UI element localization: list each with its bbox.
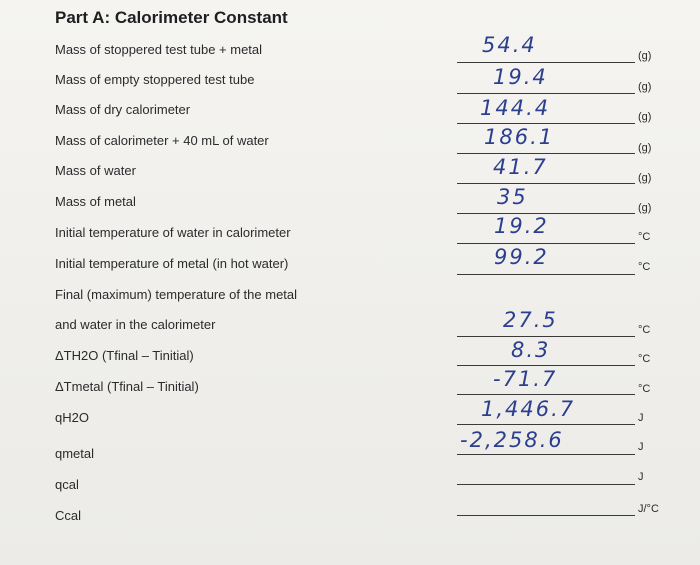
answer-line	[457, 365, 635, 366]
value-q-metal: -2,258.6	[460, 428, 564, 452]
answer-line	[457, 123, 635, 124]
unit-label: (g)	[638, 111, 652, 123]
value-mass-empty-tube: 19.4	[493, 65, 548, 89]
label-mass-calorimeter-water: Mass of calorimeter + 40 mL of water	[55, 133, 269, 148]
answer-line	[457, 394, 635, 395]
label-final-temp-line2: and water in the calorimeter	[55, 317, 216, 332]
label-mass-empty-tube: Mass of empty stoppered test tube	[55, 72, 255, 87]
label-mass-metal: Mass of metal	[55, 194, 136, 209]
label-delta-t-metal: ΔTmetal (Tfinal – Tinitial)	[55, 379, 199, 394]
unit-label: °C	[638, 231, 651, 243]
unit-label: (g)	[638, 202, 652, 214]
answer-line	[457, 183, 635, 184]
unit-label: J	[638, 471, 644, 483]
answer-line	[457, 62, 635, 63]
label-initial-temp-water: Initial temperature of water in calorimeter	[55, 225, 291, 240]
answer-line	[457, 274, 635, 275]
value-q-water: 1,446.7	[481, 397, 576, 421]
label-final-temp-line1: Final (maximum) temperature of the metal	[55, 287, 298, 302]
label-mass-water: Mass of water	[55, 163, 136, 178]
unit-label: °C	[638, 353, 651, 365]
label-q-metal: qmetal	[55, 446, 95, 461]
unit-label: J/°C	[638, 503, 659, 515]
value-delta-t-water: 8.3	[511, 338, 551, 362]
value-mass-dry-calorimeter: 144.4	[480, 96, 551, 120]
unit-label: (g)	[638, 50, 652, 62]
unit-label: (g)	[638, 172, 652, 184]
unit-label: °C	[638, 261, 651, 273]
label-c-cal: Ccal	[55, 508, 82, 523]
label-mass-tube-metal: Mass of stoppered test tube + metal	[55, 42, 263, 57]
unit-label: J	[638, 441, 644, 453]
label-q-cal: qcal	[55, 477, 79, 492]
value-mass-calorimeter-water: 186.1	[484, 125, 555, 149]
answer-line	[457, 454, 635, 455]
value-initial-temp-water: 19.2	[494, 214, 549, 238]
unit-label: (g)	[638, 142, 652, 154]
unit-label: °C	[638, 324, 651, 336]
answer-line	[457, 336, 635, 337]
answer-line	[457, 93, 635, 94]
label-mass-dry-calorimeter: Mass of dry calorimeter	[55, 102, 191, 117]
value-mass-metal: 35	[497, 185, 528, 209]
answer-line	[457, 153, 635, 154]
label-q-water: qH2O	[55, 410, 89, 425]
answer-line	[457, 515, 635, 516]
value-final-temp: 27.5	[503, 308, 558, 332]
value-mass-water: 41.7	[493, 155, 548, 179]
unit-label: (g)	[638, 81, 652, 93]
answer-line	[457, 484, 635, 485]
unit-label: J	[638, 412, 644, 424]
label-delta-t-water: ΔTH2O (Tfinal – Tinitial)	[55, 348, 194, 363]
section-title: Part A: Calorimeter Constant	[55, 8, 288, 27]
value-initial-temp-metal: 99.2	[494, 245, 549, 269]
answer-line	[457, 243, 635, 244]
label-initial-temp-metal: Initial temperature of metal (in hot water)	[55, 256, 289, 271]
answer-line	[457, 424, 635, 425]
unit-label: °C	[638, 383, 651, 395]
value-delta-t-metal: -71.7	[493, 367, 558, 391]
value-mass-tube-metal: 54.4	[482, 33, 537, 57]
